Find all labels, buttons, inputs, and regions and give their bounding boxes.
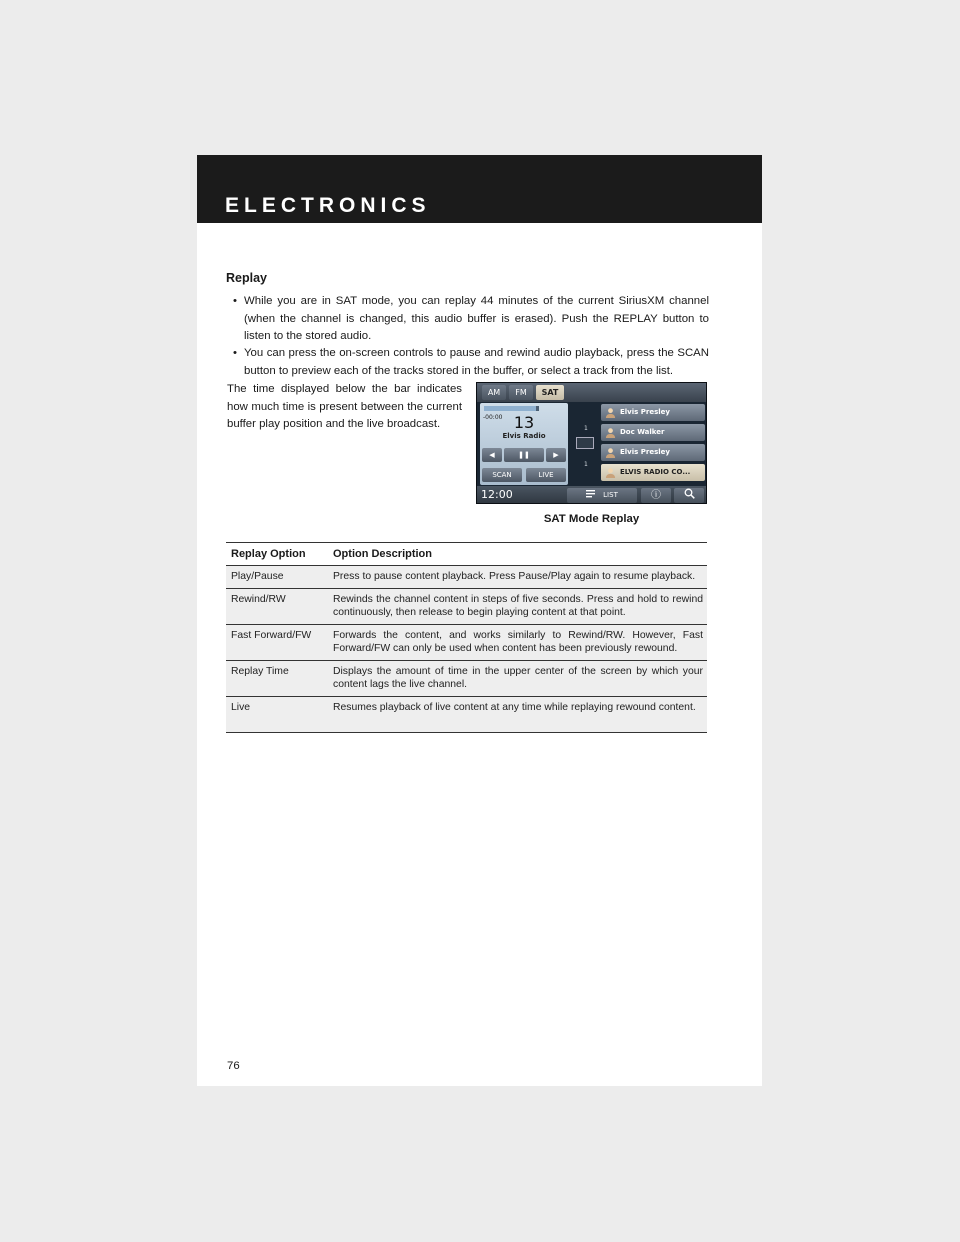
preset-label: ELVIS RADIO CO... <box>620 468 691 476</box>
person-icon <box>605 447 616 458</box>
option-name: Fast Forward/FW <box>226 625 328 661</box>
option-description: Displays the amount of time in the upper center of the screen by which your content lags the live channel. <box>328 661 707 697</box>
option-description: Rewinds the channel content in steps of five seconds. Press and hold to rewind continuously, then release to begin playing content at that point. <box>328 589 707 625</box>
option-name: Live <box>226 697 328 733</box>
intro-paragraph: The time displayed below the bar indicates how much time is present between the current buffer play position and the live broadcast. <box>227 383 462 430</box>
sat-replay-screen-figure <box>476 382 707 504</box>
list-button <box>567 488 637 503</box>
channel-number: 13 <box>513 413 535 432</box>
bullet-item <box>233 345 709 380</box>
bullet-glyph: • <box>233 295 237 307</box>
preset-item-highlighted <box>601 464 705 481</box>
table-row <box>226 589 707 625</box>
preset-page-bottom: 1 <box>584 461 588 468</box>
bullet-item <box>233 293 709 346</box>
replay-progress-bar <box>484 406 539 411</box>
bullet-text: While you are in SAT mode, you can replay 44 minutes of the current SiriusXM channel (when the channel is changed, this audio buffer is erased). Push the REPLAY button to listen to the stored audio. <box>244 295 709 342</box>
live-button: LIVE <box>526 468 566 482</box>
table-row <box>226 697 707 733</box>
list-label: LIST <box>603 491 618 499</box>
option-description: Press to pause content playback. Press Pause/Play again to resume playback. <box>328 566 707 589</box>
bullet-text: You can press the on-screen controls to pause and rewind audio playback, press the SCAN button to preview each of the tracks stored in the buffer, or select a track from the list. <box>244 347 709 377</box>
person-icon <box>605 427 616 438</box>
table-header-row <box>226 543 707 566</box>
person-icon <box>605 467 616 478</box>
table-row <box>226 566 707 589</box>
preset-item <box>601 444 705 461</box>
option-name: Play/Pause <box>226 566 328 589</box>
replay-progress-fill <box>484 406 536 411</box>
source-tab-bar <box>477 383 706 402</box>
option-name: Replay Time <box>226 661 328 697</box>
preset-item <box>601 404 705 421</box>
table-row <box>226 661 707 697</box>
bullet-glyph: • <box>233 347 237 359</box>
preset-label: Elvis Presley <box>620 448 670 456</box>
manual-page <box>197 155 762 1086</box>
search-icon <box>684 488 695 499</box>
pause-button: ❚❚ <box>504 448 544 462</box>
person-icon <box>605 407 616 418</box>
forward-button: ▶ <box>546 448 566 462</box>
now-playing-panel <box>480 403 568 485</box>
column-header-description: Option Description <box>328 543 707 566</box>
page-number: 76 <box>227 1060 240 1072</box>
section-title: ELECTRONICS <box>225 194 431 217</box>
channel-name: Elvis Radio <box>502 432 546 440</box>
preset-page-top: 1 <box>584 425 588 432</box>
clock: 12:00 <box>481 488 513 501</box>
scan-button: SCAN <box>482 468 522 482</box>
preset-label: Doc Walker <box>620 428 665 436</box>
bottom-bar <box>477 486 706 504</box>
column-header-option: Replay Option <box>226 543 328 566</box>
table-row <box>226 625 707 661</box>
search-button <box>674 488 704 503</box>
replay-time: -00:00 <box>483 414 503 421</box>
preset-scroll-indicator <box>576 437 594 449</box>
replay-heading: Replay <box>226 271 267 285</box>
section-header-bar <box>197 155 762 223</box>
list-icon <box>586 490 595 498</box>
rewind-button: ◀ <box>482 448 502 462</box>
info-icon: ⓘ <box>641 488 671 503</box>
figure-caption: SAT Mode Replay <box>543 513 640 525</box>
preset-label: Elvis Presley <box>620 408 670 416</box>
tab-am: AM <box>482 385 506 400</box>
tab-sat: SAT <box>536 385 564 400</box>
preset-scroll-area <box>570 403 600 485</box>
option-name: Rewind/RW <box>226 589 328 625</box>
preset-item <box>601 424 705 441</box>
option-description: Resumes playback of live content at any time while replaying rewound content. <box>328 697 707 733</box>
option-description: Forwards the content, and works similarly to Rewind/RW. However, Fast Forward/FW can only be used when content has been previously rewound. <box>328 625 707 661</box>
replay-options-table <box>226 542 707 733</box>
tab-fm: FM <box>509 385 533 400</box>
